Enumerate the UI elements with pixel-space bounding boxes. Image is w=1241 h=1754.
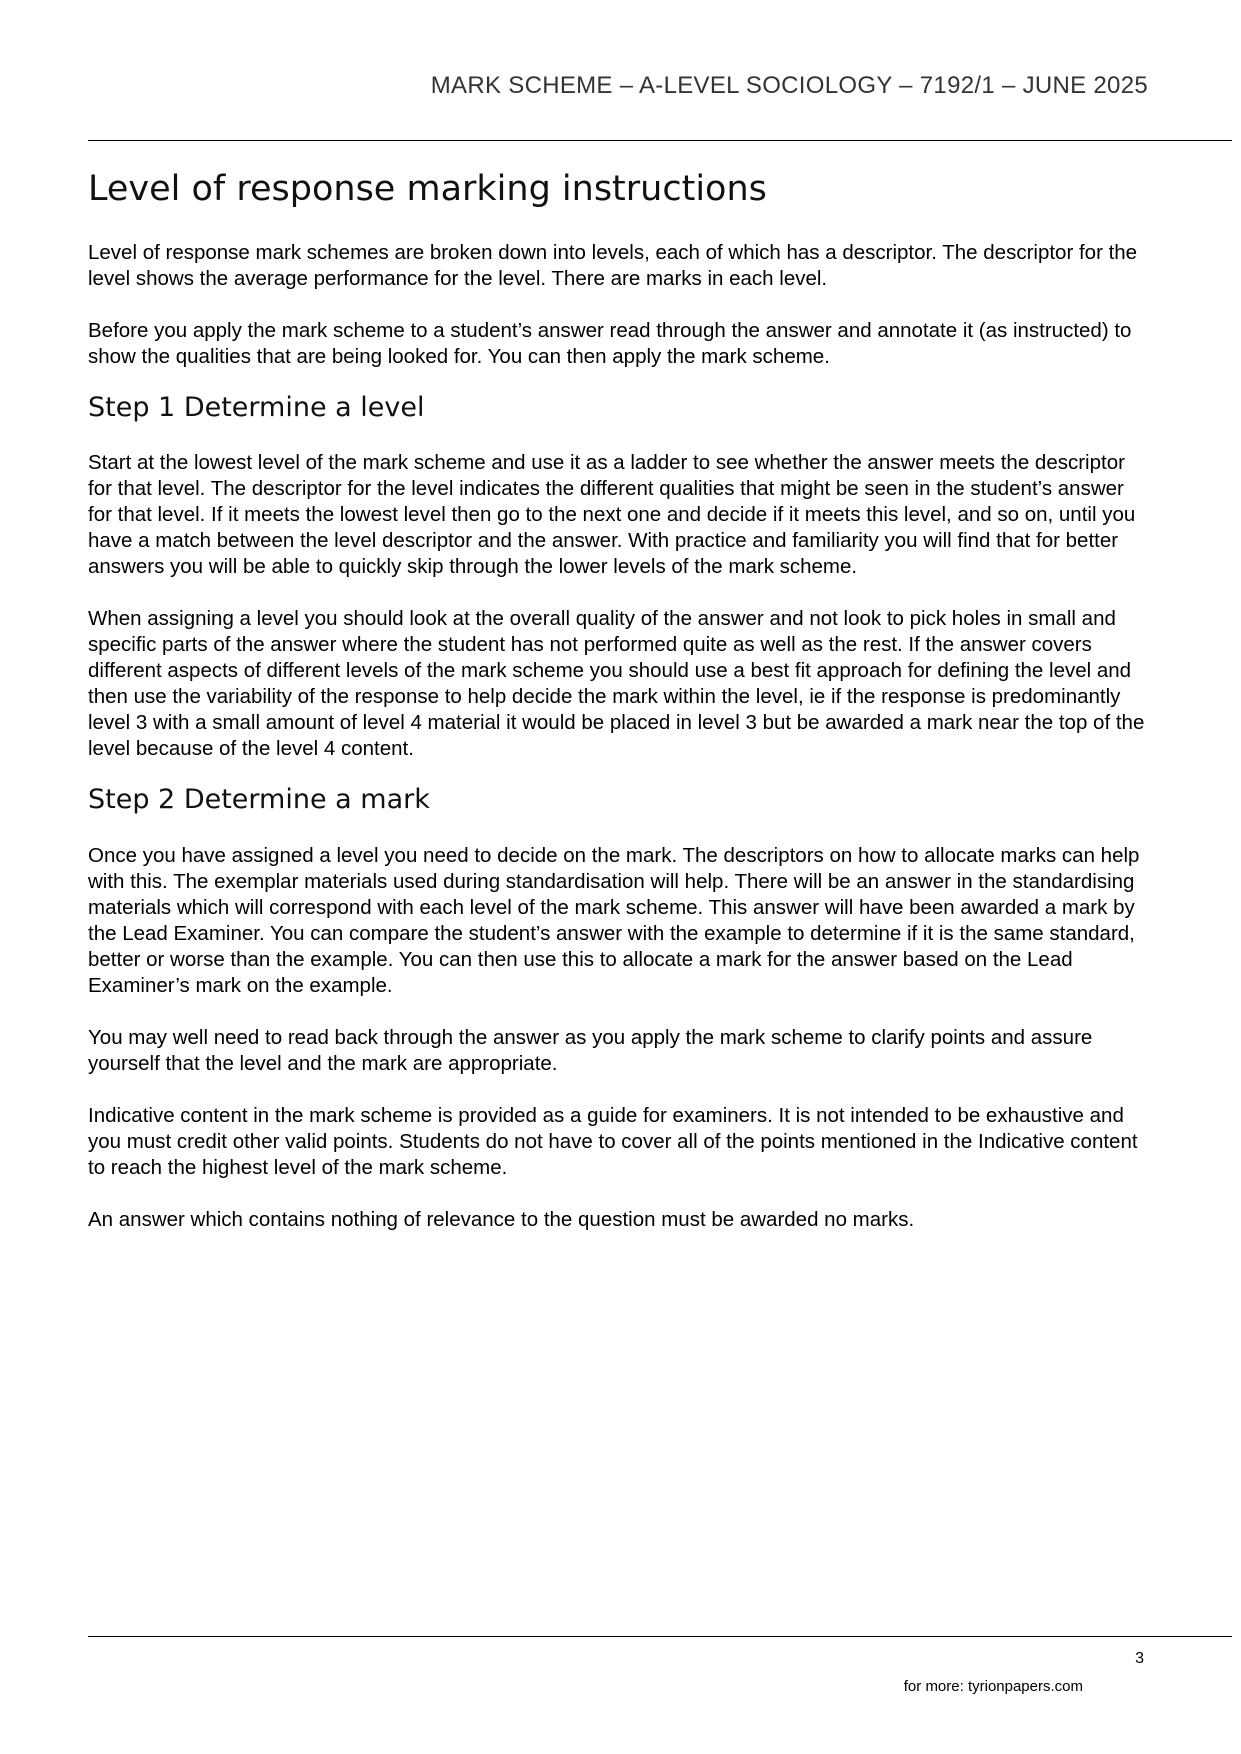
running-header: MARK SCHEME – A-LEVEL SOCIOLOGY – 7192/1 – JUNE 2025	[430, 72, 1148, 99]
page-number: 3	[1135, 1650, 1144, 1667]
intro-paragraph-1: Level of response mark schemes are broken down into levels, each of which has a descriptor. The descriptor for the level shows the average performance for the level. There are marks in each level.	[88, 241, 1138, 290]
step2-paragraph-2: You may well need to read back through the answer as you apply the mark scheme to clarify points and assure yourself that the level and the mark are appropriate.	[88, 1025, 1093, 1075]
step1-paragraph-1: Start at the lowest level of the mark scheme and use it as a ladder to see whether the answer meets the descriptor for that level. The descriptor for the level indicates the different qualities that might be seen in the student’s answer for that level. If it meets the lowest level then go to the next one and decide if it meets this level, and so on, until you have a match between the level descriptor and the answer. With practice and familiarity you will find that for better answers you will be able to quickly skip through the lower levels of the mark scheme.	[88, 451, 1136, 579]
step2-heading: Step 2 Determine a mark	[88, 784, 430, 816]
page-content	[88, 168, 1153, 1259]
step2-paragraph-3: Indicative content in the mark scheme is provided as a guide for examiners. It is not intended to be exhaustive and you must credit other valid points. Students do not have to cover all of the points mentioned in the Indicative content to reach the highest level of the mark scheme.	[88, 1103, 1138, 1179]
intro-paragraph-2: Before you apply the mark scheme to a student’s answer read through the answer and annotate it (as instructed) to show the qualities that are being looked for. You can then apply the mark scheme.	[88, 319, 1132, 368]
step1-paragraph-2: When assigning a level you should look at the overall quality of the answer and not look to pick holes in small and specific parts of the answer where the student has not performed quite as well as the rest. If the answer covers different aspects of different levels of the mark scheme you should use a best fit approach for defining the level and then use the variability of the response to help decide the mark within the level, ie if the response is predominantly level 3 with a small amount of level 4 material it would be placed in level 3 but be awarded a mark near the top of the level because of the level 4 content.	[88, 607, 1145, 761]
footer-divider	[88, 1636, 1232, 1637]
step2-paragraph-1: Once you have assigned a level you need to decide on the mark. The descriptors on how to allocate marks can help with this. The exemplar materials used during standardisation will help. There will be an answer in the standardising materials which will correspond with each level of the mark scheme. This answer will have been awarded a mark by the Lead Examiner. You can compare the student’s answer with the example to determine if it is the same standard, better or worse than the example. You can then use this to allocate a mark for the answer based on the Lead Examiner’s mark on the example.	[88, 843, 1140, 997]
step1-heading: Step 1 Determine a level	[88, 392, 425, 423]
footer-note: for more: tyrionpapers.com	[903, 1678, 1083, 1695]
step2-paragraph-4: An answer which contains nothing of relevance to the question must be awarded no marks.	[88, 1207, 915, 1231]
header-divider	[88, 140, 1232, 141]
page-title: Level of response marking instructions	[88, 169, 767, 209]
